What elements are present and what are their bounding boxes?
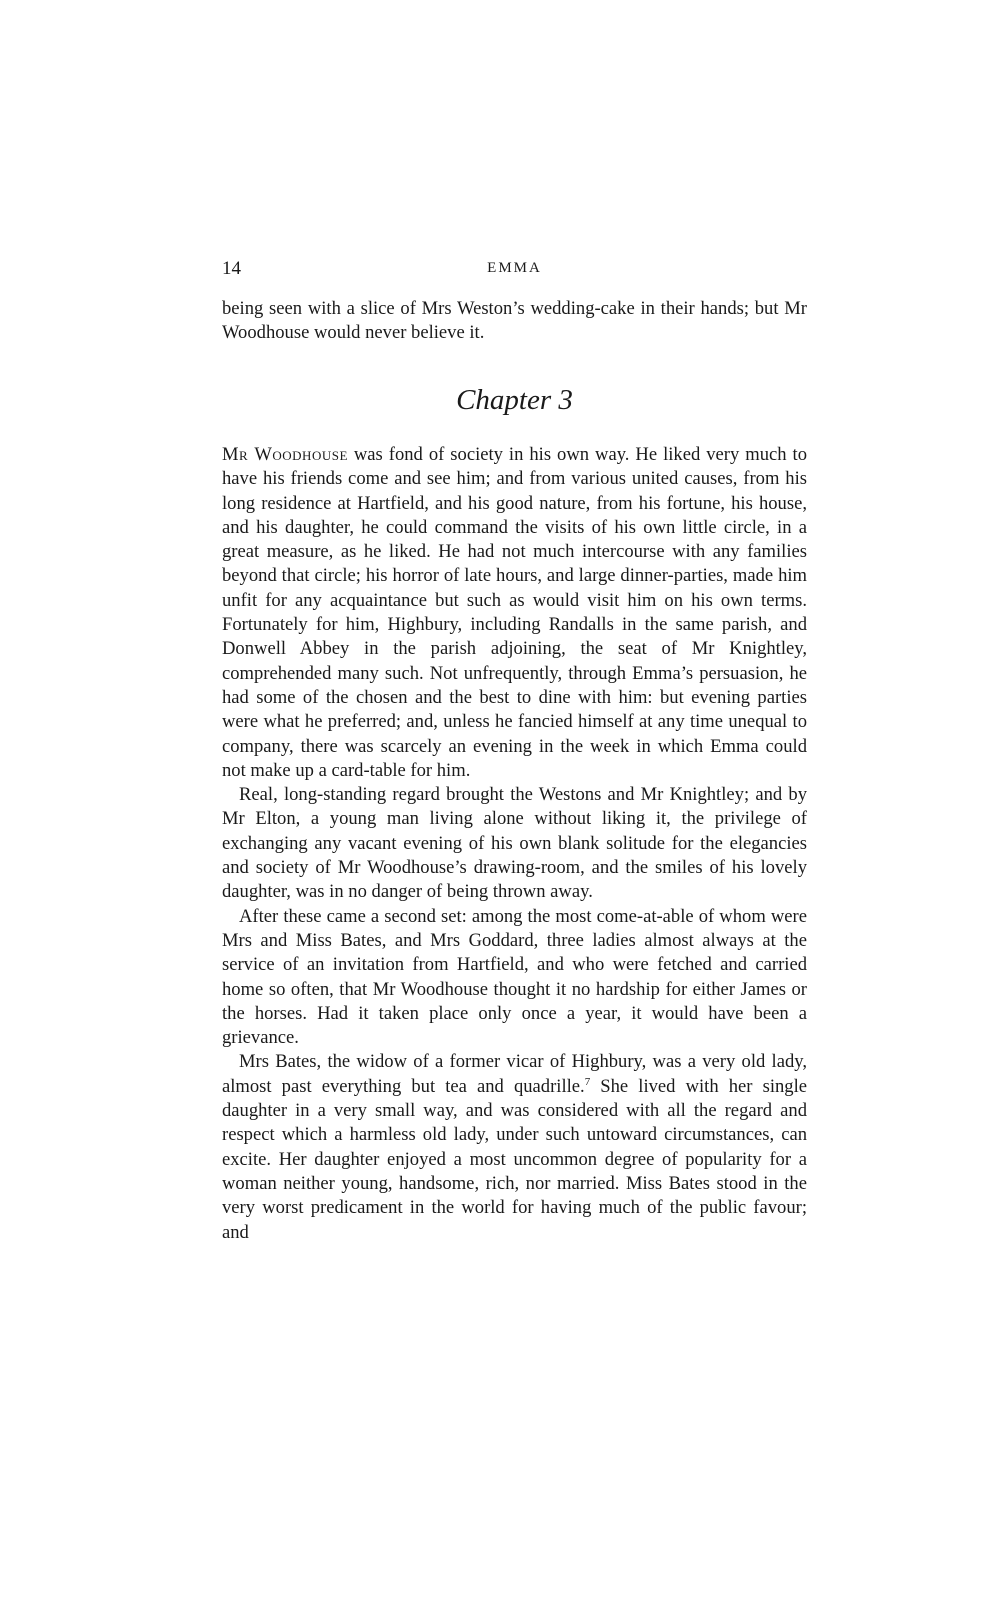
paragraph-1-lead: Mr Woodhouse [222,444,348,465]
page-number: 14 [222,258,241,279]
chapter-body [222,443,807,1245]
paragraph-2: Real, long-standing regard brought the Westons and Mr Knightley; and by Mr Elton, a young man living alone without liking it, the privilege of exchanging any vacant evening of his own blank solitude for the elegancies and society of Mr Woodhouse’s drawing-room, and the smiles of his lovely daughter, was in no danger of being thrown away. [222,784,807,903]
page-header [222,258,807,284]
paragraph-4-text-a: Mrs Bates, the widow of a former vicar of Highbury, was a very old lady, almost past everything but tea and quadrille. [222,1051,807,1097]
paragraph-4 [222,1050,807,1244]
paragraph-1 [222,443,807,783]
footnote-marker[interactable]: 7 [584,1075,591,1088]
running-title: EMMA [487,260,542,276]
opening-paragraph: being seen with a slice of Mrs Weston’s wedding-cake in their hands; but Mr Woodhouse would never believe it. [222,298,807,344]
paragraph-1-text: was fond of society in his own way. He liked very much to have his friends come and see him; and from various united causes, from his long residence at Hartfield, and his good nature, from his fortune, his house, and his daughter, he could command the visits of his own little circle, in a great measure, as he liked. He had not much intercourse with any families beyond that circle; his horror of late hours, and large dinner-parties, made him unfit for any acquaintance but such as would visit him on his own terms. Fortunately for him, Highbury, including Randalls in the same parish, and Donwell Abbey in the parish adjoining, the seat of Mr Knightley, comprehended many such. Not unfrequently, through Emma’s persuasion, he had some of the chosen and the best to dine with him: but evening parties were what he preferred; and, unless he fancied himself at any time unequal to company, there was scarcely an evening in the week in which Emma could not make up a card-table for him. [222,444,807,781]
paragraph-4-text-b: She lived with her single daughter in a very small way, and was considered with all the regard and respect which a harmless old lady, under such untoward circumstances, can excite. Her daughter enjoyed a most uncommon degree of popularity for a woman neither young, handsome, rich, nor married. Miss Bates stood in the very worst predicament in the world for having much of the public favour; and [222,1075,807,1243]
chapter-heading: Chapter 3 [456,384,573,416]
paragraph-3: After these came a second set: among the most come-at-able of whom were Mrs and Miss Bates, and Mrs Goddard, three ladies almost always at the service of an invitation from Hartfield, and who were fetched and carried home so often, that Mr Woodhouse thought it no hardship for either James or the horses. Had it taken place only once a year, it would have been a grievance. [222,905,807,1049]
